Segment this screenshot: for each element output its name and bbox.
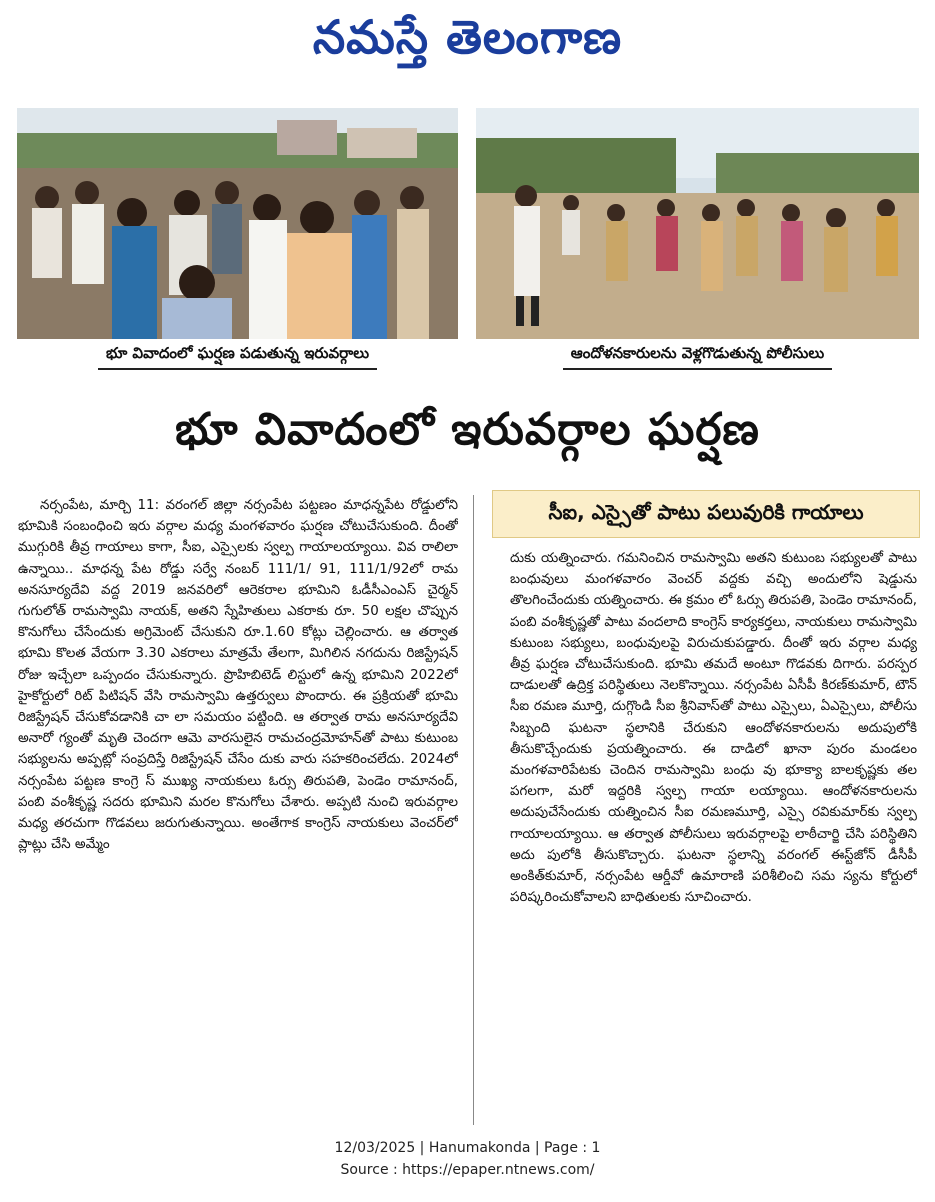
photo-caption-right [476, 343, 919, 371]
photo-clash [17, 108, 458, 339]
masthead [0, 8, 935, 78]
footer-source: Source : https://epaper.ntnews.com/ [340, 1162, 595, 1178]
footer-date-edition: 12/03/2025 | Hanumakonda | Page : 1 [334, 1140, 601, 1156]
caption-text-left: భూ వివాదంలో ఘర్షణ పడుతున్న ఇరువర్గాలు [98, 344, 377, 370]
article-column-right [510, 548, 917, 1130]
article-body-right: దుకు యత్నించారు. గమనించిన రామస్వామి అతని కుటుంబ సభ్యులతో పాటు బంధువులు మంగళవారం వెంచర్ వద్దకు వచ్చి అందులోని షెడ్డును తొలగించేందుకు యత్నించారు. ఈ క్రమం లో ఓర్సు తిరుపతి, పెండెం రామానంద్, పంబి వంశీకృష్ణతో పాటు వందలాది కాంగ్రెస్ కార్యకర్తలు, నాయకులు రామస్వామి కుటుంబ సభ్యులు, బంధువులపై విరుచుకుపడ్డారు. దీంతో ఇరు వర్గాల మధ్య తీవ్ర ఘర్షణ చోటుచేసుకుంది. భూమి తమదే అంటూ గొడవకు దిగారు. పరస్పర దాడులతో ఉద్రిక్త పరిస్థితులు నెలకొన్నాయి. నర్సంపేట ఏసీపీ కిరణ్‌కుమార్, టౌన్ సీఐ రమణ మూర్తి, దుగ్గొండి సీఐ శ్రీనివాస్‌తో పాటు ఎస్సైలు, ఏఎస్సైలు, పోలీసు సిబ్బంది ఘటనా స్థలానికి చేరుకుని ఆందోళనకారులను అదుపులోకి తీసుకొచ్చేందుకు ప్రయత్నించారు. ఈ దాడిలో ఖానా పురం మండలం మంగళవారిపేటకు చెందిన రామస్వామి బంధు వు భూక్యా బాలకృష్ణకు తల పగలగా, మరో ఇద్దరికి స్వల్ప గాయా లయ్యాయి. ఆందోళనకారులను అదుపుచేసేందుకు యత్నించిన సీఐ రమణమూర్తి, ఎస్సై రవికుమార్‌కు స్వల్ప గాయాలయ్యాయి. ఆ తర్వాత పోలీసులు ఇరువర్గాలపై లాఠీచార్జి చేసి పరిస్థితిని అదు పులోకి తీసుకొచ్చారు. ఘటనా స్థలాన్ని వరంగల్ ఈస్ట్‌జోన్ డీసీపీ అంకిత్‌కుమార్, నర్సంపేట ఆర్డీవో ఉమారాణి పరిశీలించి సమ స్యను కోర్టులో పరిష్కరించుకోవాలని బాధితులకు సూచించారు. [510, 551, 917, 906]
article-subheadline: సీఐ, ఎస్సైతో పాటు పలువురికి గాయాలు [492, 490, 920, 538]
article-column-left [18, 495, 458, 1130]
newspaper-logo: నమస్తే తెలంగాణ [312, 10, 623, 64]
article-headline: భూ వివాదంలో ఇరువర్గాల ఘర్షణ [175, 404, 760, 455]
column-divider [473, 495, 474, 1125]
photo-caption-left [17, 343, 458, 371]
article-body-left: నర్సంపేట, మార్చి 11: వరంగల్ జిల్లా నర్సంపేట పట్టణం మాధన్నపేట రోడ్డులోని భూమికి సంబంధించి ఇరు వర్గాల మధ్య మంగళవారం ఘర్షణ చోటుచేసుకుంది. దీంతో ముగ్గురికి తీవ్ర గాయాలు కాగా, సీఐ, ఎస్సైలకు స్వల్ప గాయాలయ్యాయి. వివ రాలిలా ఉన్నాయి.. మాధన్న పేట రోడ్డు సర్వే నంబర్ 111/1/ 91, 111/1/92లో రామ అనసూర్యదేవి వద్ద 2019 జనవరిలో ఆరెకరాల భూమిని ఓడీసీఎంఎస్ చైర్మన్ గుగులోత్ రామస్వామి నాయక్, అతని స్నేహితులు ఎకరాకు రూ. 50 లక్షల చొప్పున కొనుగోలు చేసేందుకు అగ్రిమెంట్ చేసుకుని రూ.1.60 కోట్లు చెల్లించారు. ఆ తర్వాత భూమి కొలత వేయగా 3.30 ఎకరాలు మాత్రమే తేలగా, మిగిలిన నగదును రిజిస్ట్రేషన్ రోజు ఇచ్చేలా ఒప్పందం చేసుకున్నారు. ప్రొహిబిటెడ్ లిస్టులో ఉన్న భూమిని 2022లో హైకోర్టులో రిట్ పిటిషన్ వేసి రామస్వామి ఉత్తర్వులు పొందారు. ఈ ప్రక్రియతో భూమి రిజిస్ట్రేషన్ చేసుకోవడానికి చా లా సమయం పట్టింది. ఆ తర్వాత రామ అనసూర్యదేవి అనారో గ్యంతో మృతి చెందగా ఆమె వారసులైన రామచంద్రమోహన్‌తో పాటు కుటుంబ సభ్యులను అప్పట్లో సంప్రదిస్తే రిజిస్ట్రేషన్ చేసేం దుకు వారు సహకరించలేదు. 2024లో నర్సంపేట పట్టణ కాంగ్రె స్ ముఖ్య నాయకులు ఓర్సు తిరుపతి, పెండెం రామానంద్, పంబి వంశీకృష్ణ సదరు భూమిని మరల కొనుగోలు చేశారు. అప్పటి నుంచి ఇరువర్గాల మధ్య తరచుగా గొడవలు జరుగుతున్నాయి. అంతేగాక కాంగ్రెస్ నాయకులు వెంచర్‌లో ప్లాట్లు చేసి అమ్మేం [18, 498, 458, 853]
caption-text-right: ఆందోళనకారులను వెళ్లగొడుతున్న పోలీసులు [563, 344, 832, 370]
photo-police [476, 108, 919, 339]
